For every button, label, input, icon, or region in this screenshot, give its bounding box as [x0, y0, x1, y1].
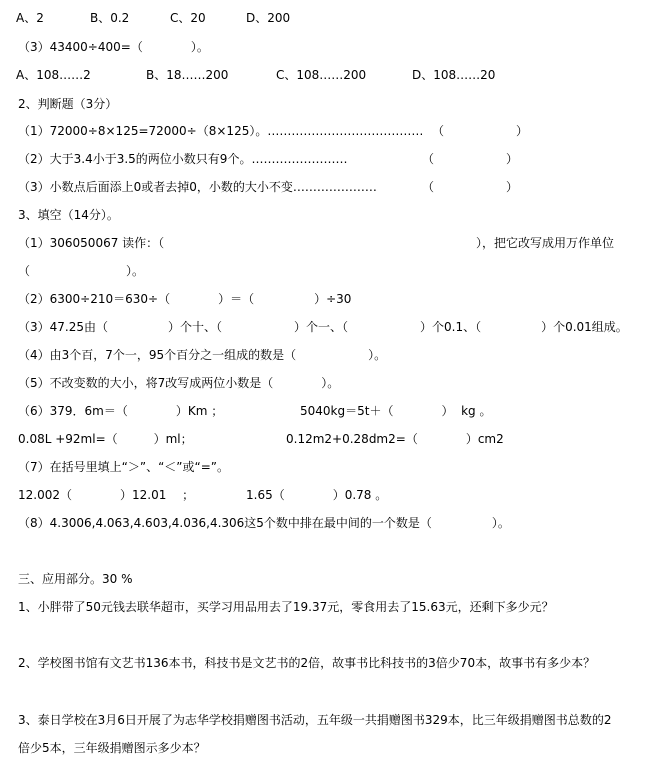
judge-item: （2）大于3.4小于3.5的两位小数只有9个。…………………… [18, 152, 348, 166]
fill-item-cont: 5040kg＝5t＋（ ） kg 。 [300, 404, 492, 418]
fill-item: （2）6300÷210＝630÷（ ）＝（ ）÷30 [18, 292, 352, 306]
fill-item: （5）不改变数的大小，将7改写成两位小数是（ ）。 [18, 376, 340, 390]
option-b: B、0.2 [90, 11, 130, 25]
option-d: D、200 [246, 11, 291, 25]
fill-item: （1）306050067 读作：（ [18, 236, 165, 250]
fill-item-cont: 0.12m2+0.28dm2=（ ）cm2 [286, 432, 504, 446]
judge-item: （3）小数点后面添上0或者去掉0，小数的大小不变………………… [18, 180, 377, 194]
fill-item: （3）47.25由（ ）个十、（ ）个一、（ ）个0.1、（ ）个0.01组成。 [18, 320, 628, 334]
fill-item: （4）由3个百，7个一，95个百分之一组成的数是（ ）。 [18, 348, 387, 362]
option-b: B、18……200 [146, 68, 229, 82]
judge-item: （1）72000÷8×125=72000÷（8×125）。………………………………… [18, 124, 424, 138]
option-d: D、108……20 [412, 68, 496, 82]
section-title-fill: 3、填空（14分）。 [18, 208, 119, 222]
option-c: C、20 [170, 11, 206, 25]
fill-item: （7）在括号里填上“＞”、“＜”或“=”。 [18, 460, 229, 474]
judge-answer-paren: （ ） [422, 152, 519, 166]
option-c: C、108……200 [276, 68, 367, 82]
fill-item: （8）4.3006,4.063,4.603,4.036,4.306这5个数中排在最中间的一个数是（ ）。 [18, 516, 510, 530]
application-question: 3、泰日学校在3月6日开展了为志华学校捐赠图书活动，五年级一共捐赠图书329本，比三年级捐赠图书总数的2 [18, 713, 612, 727]
judge-answer-paren: （ ） [422, 180, 519, 194]
question-3: （3）43400÷400=（ ）。 [18, 40, 209, 54]
fill-item-cont: ），把它改写成用万作单位 [476, 236, 615, 250]
fill-item-cont: （ ）。 [18, 264, 145, 278]
fill-item: （6）379．6m＝（ ）Km ； [18, 404, 224, 418]
application-question-cont: 倍少5本，三年级捐赠图示多少本？ [18, 741, 206, 755]
compare-item: 1.65（ ）0.78 。 [246, 488, 388, 502]
option-a: A、108……2 [16, 68, 91, 82]
judge-answer-paren: （ ） [432, 124, 529, 138]
section-title-judge: 2、判断题（3分） [18, 97, 118, 111]
application-question: 1、小胖带了50元钱去联华超市，买学习用品用去了19.37元，零食用去了15.63元，还剩下多少元？ [18, 600, 554, 614]
section-title-application: 三、应用部分。30 % [18, 572, 133, 586]
compare-item: 12.002（ ）12.01 ； [18, 488, 195, 502]
option-a: A、2 [16, 11, 44, 25]
application-question: 2、学校图书馆有文艺书136本书，科技书是文艺书的2倍，故事书比科技书的3倍少70本，故事书有多少本？ [18, 656, 596, 670]
fill-item-cont: 0.08L +92ml=（ ）ml； [18, 432, 193, 446]
